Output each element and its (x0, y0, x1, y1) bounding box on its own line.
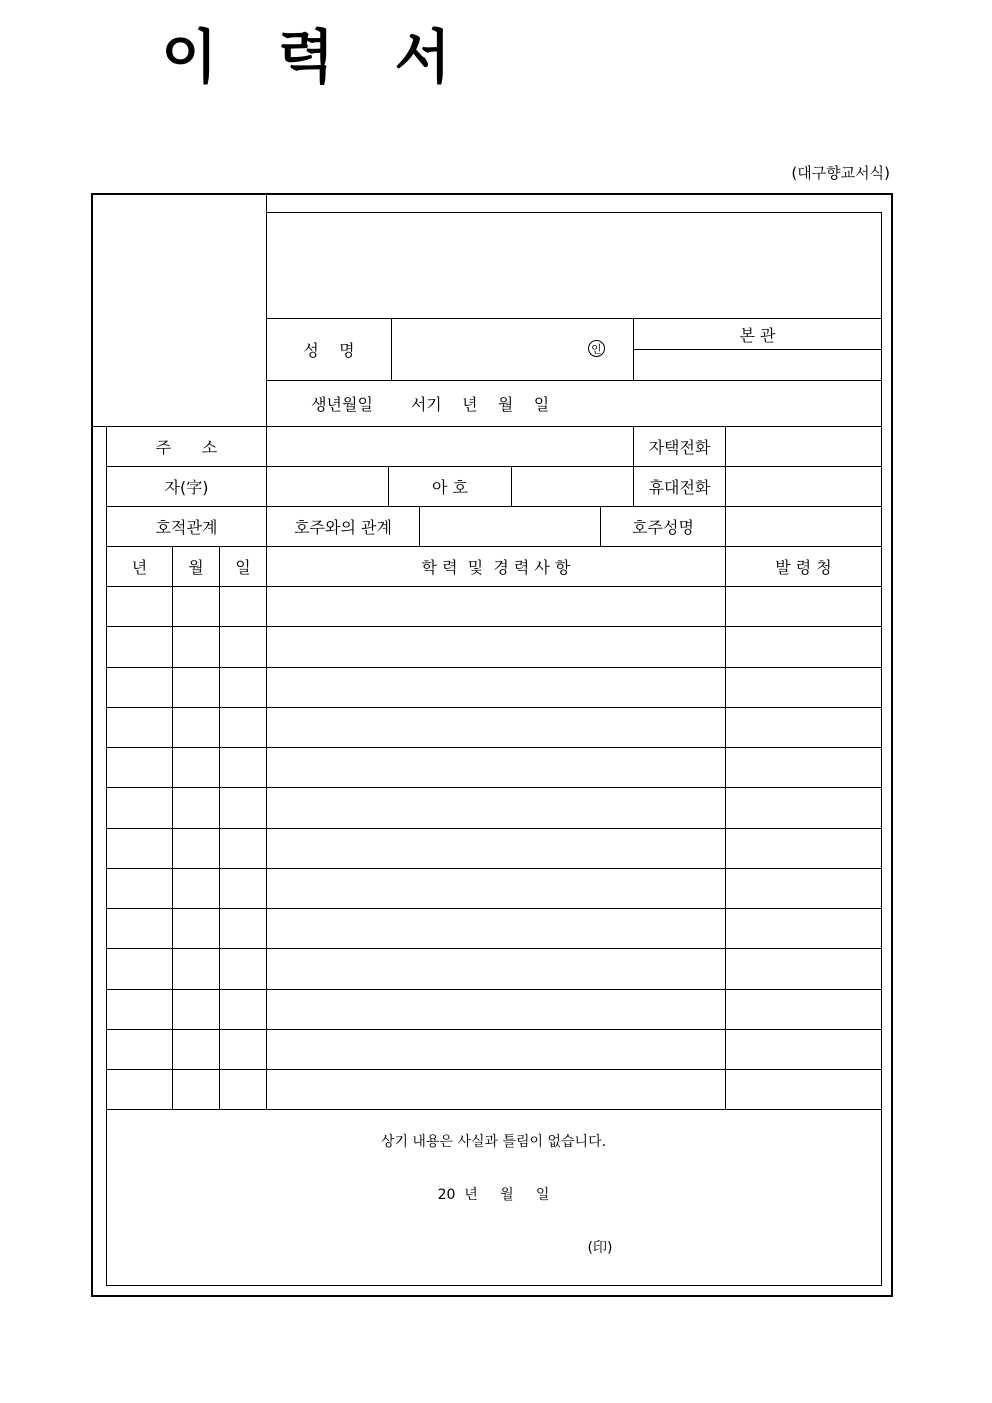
issuer-cell[interactable] (726, 1070, 881, 1109)
mobile-label: 휴대전화 (648, 478, 711, 497)
month-cell[interactable] (173, 909, 219, 948)
month-cell[interactable] (173, 1030, 219, 1069)
issuer-cell[interactable] (726, 949, 881, 988)
month-cell[interactable] (173, 587, 219, 626)
home-phone-label: 자택전화 (648, 438, 711, 457)
inner-right-line (881, 426, 882, 1286)
birth-label: 생년월일 (311, 394, 373, 414)
head-name-field[interactable] (726, 507, 881, 546)
month-cell[interactable] (173, 708, 219, 747)
year-header: 년 (131, 558, 148, 577)
details-cell[interactable] (267, 668, 725, 707)
day-cell[interactable] (220, 587, 266, 626)
year-cell[interactable] (107, 627, 172, 666)
birth-value[interactable]: 서기 년 월 일 (410, 394, 550, 414)
details-cell[interactable] (267, 949, 725, 988)
home-phone-field[interactable] (726, 427, 881, 466)
day-cell[interactable] (220, 708, 266, 747)
year-cell[interactable] (107, 748, 172, 787)
issuer-cell[interactable] (726, 748, 881, 787)
day-cell[interactable] (220, 829, 266, 868)
issuer-cell[interactable] (726, 869, 881, 908)
footer-statement: 상기 내용은 사실과 틀림이 없습니다. (380, 1134, 607, 1150)
seal-mark-icon: 인 (588, 340, 605, 357)
details-cell[interactable] (267, 627, 725, 666)
details-cell[interactable] (267, 748, 725, 787)
day-cell[interactable] (220, 668, 266, 707)
day-cell[interactable] (220, 1070, 266, 1109)
month-cell[interactable] (173, 668, 219, 707)
issuer-cell[interactable] (726, 627, 881, 666)
day-cell[interactable] (220, 788, 266, 827)
details-cell[interactable] (267, 708, 725, 747)
courtesy-name-label: 자(字) (164, 478, 209, 497)
issuer-cell[interactable] (726, 587, 881, 626)
day-cell[interactable] (220, 949, 266, 988)
photo-area[interactable] (93, 195, 266, 426)
courtesy-name-field[interactable] (267, 467, 388, 506)
details-cell[interactable] (267, 587, 725, 626)
address-field[interactable] (267, 427, 633, 466)
family-register-label: 호적관계 (155, 518, 218, 537)
issuer-header: 발 령 청 (775, 558, 832, 577)
issuer-cell[interactable] (726, 909, 881, 948)
address-label: 주 소 (155, 438, 218, 457)
origin-label: 본 관 (739, 325, 776, 345)
year-cell[interactable] (107, 949, 172, 988)
details-cell[interactable] (267, 869, 725, 908)
month-cell[interactable] (173, 829, 219, 868)
year-cell[interactable] (107, 1030, 172, 1069)
document-type-label: (대구향교서식) (791, 163, 890, 182)
day-header: 일 (235, 558, 251, 577)
month-cell[interactable] (173, 627, 219, 666)
issuer-cell[interactable] (726, 788, 881, 827)
footer-seal: (印) (587, 1240, 613, 1256)
day-cell[interactable] (220, 990, 266, 1029)
header-right-line (881, 212, 882, 426)
day-cell[interactable] (220, 869, 266, 908)
relation-field[interactable] (420, 507, 600, 546)
year-cell[interactable] (107, 990, 172, 1029)
head-name-label: 호주성명 (632, 518, 694, 537)
year-cell[interactable] (107, 708, 172, 747)
origin-field[interactable] (634, 350, 881, 380)
issuer-cell[interactable] (726, 708, 881, 747)
month-cell[interactable] (173, 748, 219, 787)
details-cell[interactable] (267, 990, 725, 1029)
footer-date[interactable]: 20 년 월 일 (437, 1187, 550, 1203)
day-cell[interactable] (220, 627, 266, 666)
month-cell[interactable] (173, 788, 219, 827)
issuer-cell[interactable] (726, 990, 881, 1029)
footer-top-line (106, 1109, 881, 1110)
details-header: 학 력 및 경 력 사 항 (421, 558, 571, 577)
year-cell[interactable] (107, 668, 172, 707)
details-cell[interactable] (267, 1070, 725, 1109)
day-cell[interactable] (220, 909, 266, 948)
details-cell[interactable] (267, 1030, 725, 1069)
month-header: 월 (188, 558, 204, 577)
month-cell[interactable] (173, 990, 219, 1029)
year-cell[interactable] (107, 829, 172, 868)
year-cell[interactable] (107, 1070, 172, 1109)
relation-label: 호주와의 관계 (294, 518, 392, 537)
year-cell[interactable] (107, 909, 172, 948)
issuer-cell[interactable] (726, 829, 881, 868)
mobile-field[interactable] (726, 467, 881, 506)
footer-bottom-line (106, 1285, 881, 1286)
year-cell[interactable] (107, 587, 172, 626)
title-top-line (266, 212, 881, 213)
details-cell[interactable] (267, 909, 725, 948)
year-cell[interactable] (107, 788, 172, 827)
month-cell[interactable] (173, 1070, 219, 1109)
details-cell[interactable] (267, 788, 725, 827)
resume-title: 이 력 서 (161, 23, 451, 91)
pen-name-field[interactable] (512, 467, 633, 506)
year-cell[interactable] (107, 869, 172, 908)
pen-name-label: 아 호 (432, 478, 468, 497)
issuer-cell[interactable] (726, 668, 881, 707)
issuer-cell[interactable] (726, 1030, 881, 1069)
name-label: 성 명 (303, 341, 355, 360)
day-cell[interactable] (220, 1030, 266, 1069)
day-cell[interactable] (220, 748, 266, 787)
month-cell[interactable] (173, 949, 219, 988)
month-cell[interactable] (173, 869, 219, 908)
details-cell[interactable] (267, 829, 725, 868)
